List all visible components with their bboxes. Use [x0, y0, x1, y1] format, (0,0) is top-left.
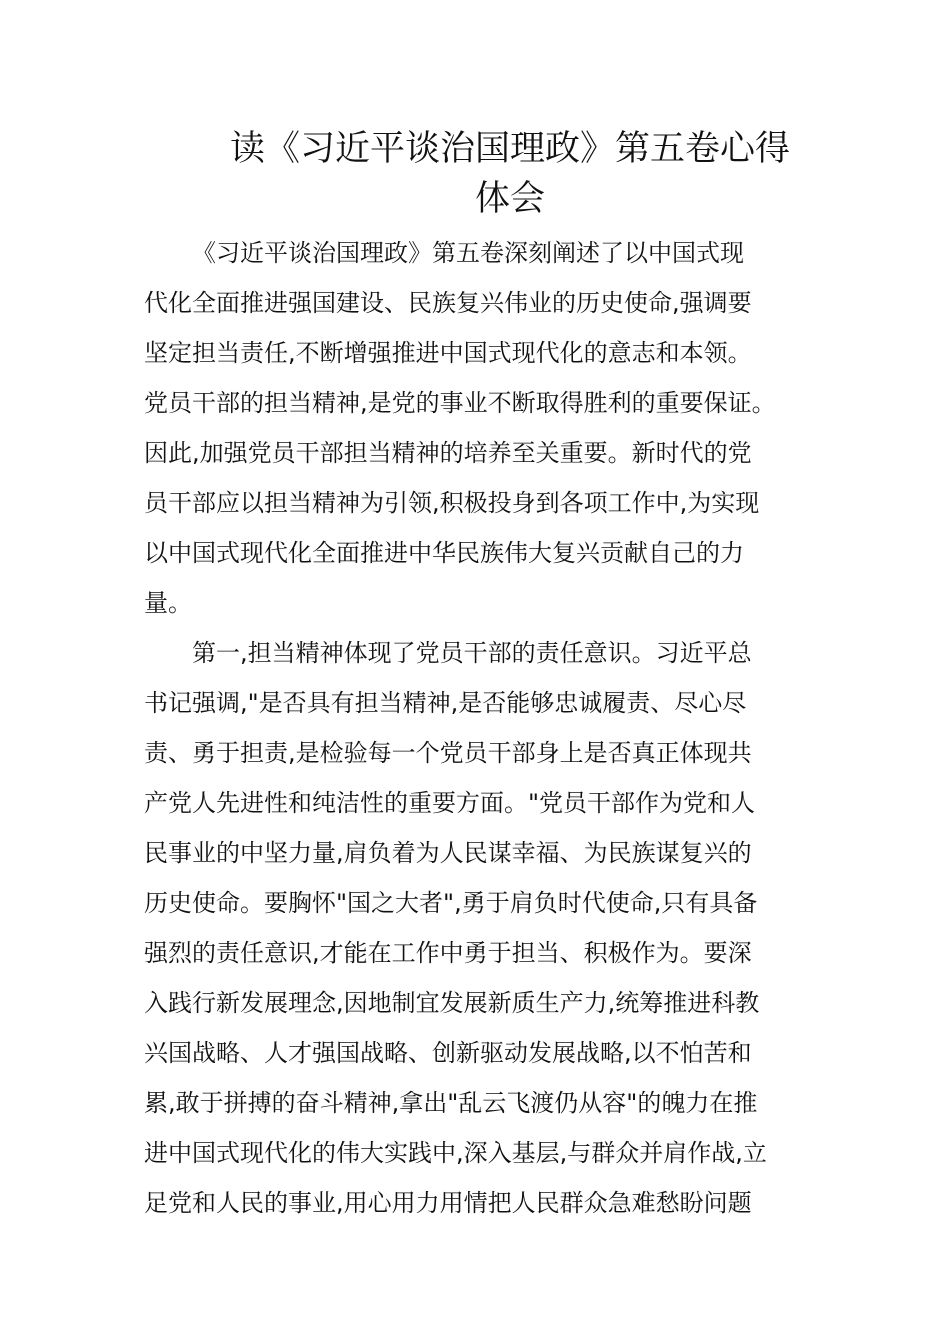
text-line: 量。	[144, 589, 192, 617]
text-line: 产党人先进性和纯洁性的重要方面。"党员干部作为党和人	[144, 789, 756, 817]
text-line: 足党和人民的事业,用心用力用情把人民群众急难愁盼问题	[144, 1189, 752, 1217]
text-line: 代化全面推进强国建设、民族复兴伟业的历史使命,强调要	[144, 289, 752, 317]
text-line: 累,敢于拼搏的奋斗精神,拿出"乱云飞渡仍从容"的魄力在推	[144, 1089, 758, 1117]
text-line: 以中国式现代化全面推进中华民族伟大复兴贡献自己的力	[144, 539, 744, 567]
text-line: 党员干部的担当精神,是党的事业不断取得胜利的重要保证。	[144, 389, 776, 417]
paragraph-2	[144, 628, 824, 1228]
document-title	[190, 124, 830, 224]
text-line: 员干部应以担当精神为引领,积极投身到各项工作中,为实现	[144, 489, 760, 517]
text-line: 民事业的中坚力量,肩负着为人民谋幸福、为民族谋复兴的	[144, 839, 752, 867]
text-line: 《习近平谈治国理政》第五卷深刻阐述了以中国式现	[192, 239, 744, 267]
text-line: 历史使命。要胸怀"国之大者",勇于肩负时代使命,只有具备	[144, 889, 758, 917]
text-line: 入践行新发展理念,因地制宜发展新质生产力,统筹推进科教	[144, 989, 760, 1017]
text-line: 强烈的责任意识,才能在工作中勇于担当、积极作为。要深	[144, 939, 752, 967]
text-line: 书记强调,"是否具有担当精神,是否能够忠诚履责、尽心尽	[144, 689, 747, 717]
text-line: 进中国式现代化的伟大实践中,深入基层,与群众并肩作战,立	[144, 1139, 767, 1167]
document-body	[144, 228, 824, 1228]
text-line: 第一,担当精神体现了党员干部的责任意识。习近平总	[192, 639, 752, 667]
text-line: 兴国战略、人才强国战略、创新驱动发展战略,以不怕苦和	[144, 1039, 752, 1067]
title-line: 体会	[474, 179, 545, 219]
paragraph-1	[144, 228, 824, 628]
text-line: 坚定担当责任,不断增强推进中国式现代化的意志和本领。	[144, 339, 752, 367]
title-line: 读《习近平谈治国理政》第五卷心得	[229, 129, 790, 169]
text-line: 因此,加强党员干部担当精神的培养至关重要。新时代的党	[144, 439, 752, 467]
text-line: 责、勇于担责,是检验每一个党员干部身上是否真正体现共	[144, 739, 752, 767]
